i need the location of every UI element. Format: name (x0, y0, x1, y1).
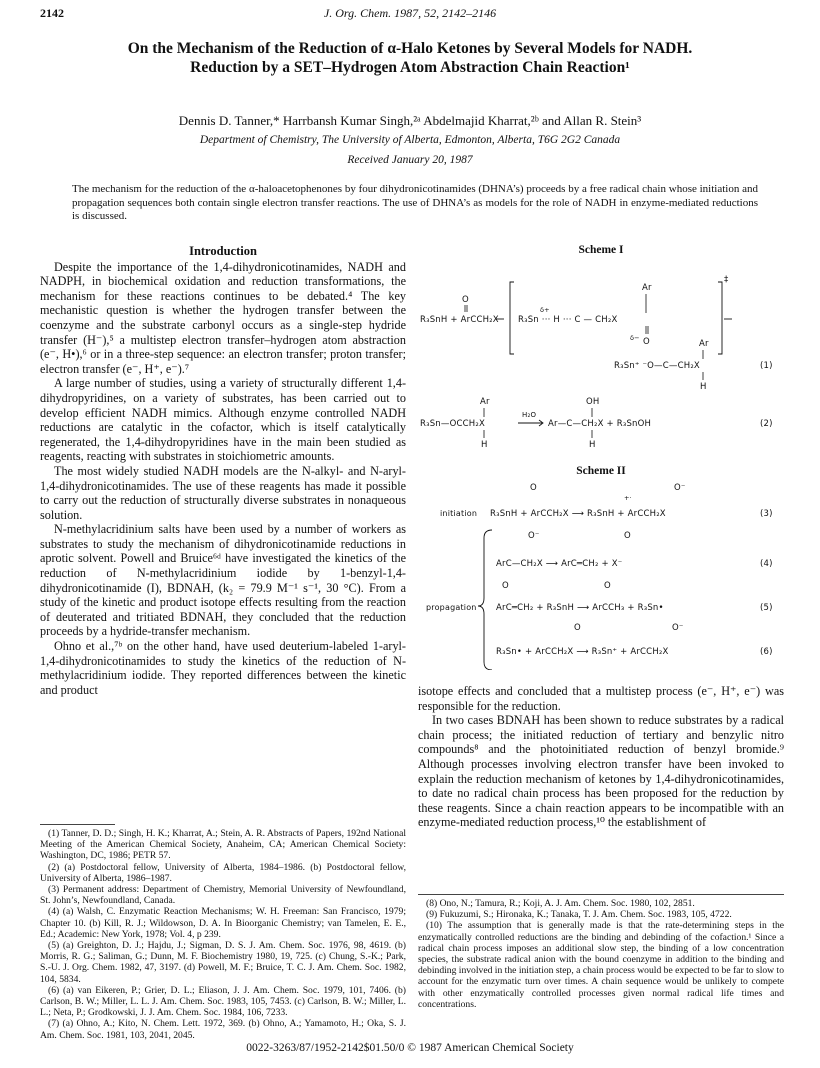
eq-number: (4) (760, 559, 773, 569)
s1-h2o: H₂O (522, 411, 537, 419)
footnotes-right (418, 898, 784, 1010)
s1-reactants: R₃SnH + ArCCH₂X (420, 315, 499, 325)
s2-p3-o: O (574, 623, 581, 633)
s2-o-minus: O⁻ (674, 483, 686, 493)
footnote: (1) Tanner, D. D.; Singh, H. K.; Kharrat, A.; Stein, A. R. Abstracts of Papers, 192nd National Meeting of the American Chemical Society, Anaheim, CA; American Chemical Society: Washington, DC, 1986; PETR 57. (40, 828, 406, 862)
s2-p1-o-minus: O⁻ (528, 531, 540, 541)
s2-p2-o: O (502, 581, 509, 591)
s1-ts-o: O (643, 337, 650, 347)
section-heading: Introduction (189, 244, 257, 258)
initiation-equation: R₃SnH + ArCCH₂X ⟶ R₃SnH + ArCCH₂X (490, 509, 666, 519)
intro-section (40, 244, 406, 697)
s1-o-label: O (462, 295, 469, 305)
s1-transition-state: R₃Sn ··· H ··· C — CH₂X (518, 315, 618, 325)
s1-l3-h: H (481, 440, 488, 450)
authors: Dennis D. Tanner,* Harrbansh Kumar Singh,²ᵃ Abdelmajid Kharrat,²ᵇ and Allan R. Stein³ (178, 113, 642, 128)
footnote: (9) Fukuzumi, S.; Hironaka, K.; Tanaka, T. J. Am. Chem. Soc. 1983, 105, 4722. (426, 909, 732, 921)
footnote: (4) (a) Walsh, C. Enzymatic Reaction Mechanisms; W. H. Freeman: San Francisco, 1979; Chapter 10. (b) Kill, R. J.; Wildowson, D. A. In Bioorganic Chemistry; van Tamelen, E. E., Ed.; Academic: New York, 1978; Vol. 4, p 239. (40, 906, 406, 940)
s1-ts-ar: Ar (642, 283, 652, 293)
right-column-text (418, 684, 784, 830)
footnote: (10) The assumption that is generally made is that the rate-determining steps in the enzymatically controlled reductions are the binding and debinding of the cofaction.¹ Since a radical chain process imposes an additional slow step, the binding of a low concentration species, the substrate radical anion with the bound coenzyme in addition to the binding and debinding involved in the initiation step, a chain process would be expected to be far to slow to account for the enzymatic turn over times. A chain sequence would be unlikely to compete with other enzymatically controlled processes given normal radical life times and concentrations. (418, 920, 784, 1010)
s1-l2-h: H (700, 382, 707, 392)
abstract: The mechanism for the reduction of the α-haloacetophenones by four dihydronicotinamides (DHNA’s) proceeds by a free radical chain whose initiation and propagation sequences both contain single electron transfer reactions. The use of DHNA’s as models for the role of NADH in enzyme-mediated reductions is discussed. (72, 183, 758, 222)
footnotes-left (40, 828, 406, 1041)
initiation-label: initiation (440, 509, 478, 518)
s1-l3-oh: OH (586, 397, 600, 407)
eq-number: (5) (760, 603, 773, 613)
s2-plus-dot: +· (624, 494, 632, 502)
eq-number: (6) (760, 647, 773, 657)
scheme-1-diagram (418, 258, 784, 458)
footnote: (7) (a) Ohno, A.; Kito, N. Chem. Lett. 1972, 369. (b) Ohno, A.; Yamamoto, H.; Oka, S. J. Am. Chem. Soc. 1981, 103, 2041, 2045. (40, 1018, 406, 1041)
propagation-step-1: ArC—CH₂X ⟶ ArC═CH₂ + X⁻ (496, 559, 623, 569)
footnote-rule (40, 824, 115, 825)
running-header: J. Org. Chem. 1987, 52, 2142–2146 (323, 6, 497, 20)
s2-p3-o-minus: O⁻ (672, 623, 684, 633)
footnote-rule (418, 894, 784, 895)
s1-l3-ar: Ar (480, 397, 490, 407)
s1-products: Ar—C—CH₂X + R₃SnOH (548, 419, 652, 429)
s1-l2-ar: Ar (699, 339, 709, 349)
s1-l3-h2: H (589, 440, 596, 450)
s2-p2-o2: O (604, 581, 611, 591)
footnote: (3) Permanent address: Department of Chemistry, Memorial University of Newfoundland, St. John’s, Newfoundland, Canada. (40, 884, 406, 907)
scheme-2-title: Scheme II (576, 465, 626, 477)
footnote: (2) (a) Postdoctoral fellow, University of Alberta, 1984–1986. (b) Postdoctoral fellow, University of Alberta, 1986–1987. (40, 861, 406, 884)
paragraph: Ohno et al.,⁷ᵇ on the other hand, have used deuterium-labeled 1-aryl-1,4-dihydronicotinamides to study the kinetics of the reduction of N-methylacridinium iodide. They reported differences between the kinetic and product (40, 639, 406, 697)
propagation-step-2: ArC═CH₂ + R₃SnH ⟶ ArCCH₃ + R₃Sn• (496, 603, 664, 613)
propagation-step-3: R₃Sn• + ArCCH₂X ⟶ R₃Sn⁺ + ArCCH₂X (496, 647, 669, 657)
affiliation: Department of Chemistry, The University of Alberta, Edmonton, Alberta, T6G 2G2 Canada (199, 134, 621, 146)
footnote: (8) Ono, N.; Tamura, R.; Koji, A. J. Am. Chem. Soc. 1980, 102, 2851. (426, 898, 695, 909)
scheme-1-title: Scheme I (578, 244, 624, 256)
scheme-2-diagram (418, 480, 784, 670)
propagation-label: propagation (426, 603, 477, 612)
received-date: Received January 20, 1987 (347, 154, 473, 166)
page-number: 2142 (40, 6, 64, 20)
s1-tin-ether: R₃Sn—OCCH₂X (420, 419, 485, 429)
footnote: (5) (a) Greighton, D. J.; Hajdu, J.; Sigman, D. S. J. Am. Chem. Soc. 1976, 98, 4619. (b) Morris, R. G.; Saliman, G.; Dunn, M. F. Biochemistry 1980, 19, 725. (c) Chung, S.-K.; Park, S.-U. J. Org. Chem. 1982, 47, 3197. (d) Powell, M. F.; Bruice, T. C. J. Am. Chem. Soc. 1982, 104, 5834. (40, 940, 406, 985)
article-title: On the Mechanism of the Reduction of α-Halo Ketones by Several Models for NADH. Reduction by a SET–Hydrogen Atom Abstraction Chain Reaction¹ (127, 40, 693, 76)
paragraph: In two cases BDNAH has been shown to reduce substrates by a radical chain process; the initiated reduction of tertiary and benzylic nitro compounds⁸ and the photoinitiated reduction of benzyl bromide.⁹ Although processes involving electron transfer have been invoked to explain the reduction mechanism of ketones by 1,4-dihydronicotinamides, to date no radical chain process has been proposed for the reduction by these reagents. Since a chain reaction appears to be incompatible with an enzyme-mediated reduction process,¹⁰ the establishment of (418, 713, 784, 830)
paragraph: N-methylacridinium salts have been used by a number of workers as substrates to study the mechanism of dihydronicotinamide reductions in aprotic solvent. Powell and Bruice⁶ᵈ have investigated the kinetics of the reduction of N-methylacridinium iodide by 1-benzyl-1,4-dihydronicotinamide (I), BDNAH, (k₂ = 79.9 M⁻¹ s⁻¹, 30 °C). From a study of the kinetic and product isotope effects resulting from the reaction of deuterated and tritiated BDNAH, they concluded that the reduction proceeds by a hydride-transfer mechanism. (40, 522, 406, 639)
paragraph: Despite the importance of the 1,4-dihydronicotinamides, NADH and NADPH, in biochemical oxidation and reduction transformations, the mechanism for these reactions continues to be debated.⁴ The key mechanistic question is whether the hydrogen transfer between the coenzyme and the substrate carbonyl occurs as a single-step hydride transfer (H⁻),⁵ a multistep electron transfer–hydrogen atom abstraction (e⁻, H•),⁶ or in a three-step sequence: an electron transfer; proton transfer; electron transfer (e⁻, H⁺, e⁻).⁷ (40, 259, 406, 376)
s1-dagger: ‡ (724, 275, 729, 285)
s1-delta-plus: δ+ (540, 306, 550, 314)
page-footer: 0022-3263/87/1952-2142$01.50/0 © 1987 American Chemical Society (246, 1042, 574, 1054)
eq-number: (1) (760, 361, 773, 371)
paragraph: A large number of studies, using a variety of structurally different 1,4-dihydropyridines, on a variety of substrates, has been carried out to develop efficient NADH mimics. Although enzyme controlled NADH reductions are catalytic in the cofactor, which is itself catalytically regenerated, the 1,4-dihydropyridines have in the main been studied as reagents, reacting with substrates in stoichiometric amounts. (40, 376, 406, 464)
s2-o: O (530, 483, 537, 493)
paragraph: The most widely studied NADH models are the N-alkyl- and N-aryl-1,4-dihydronicotinamides. The use of these reagents has made it possible to carry out the reduction of structurally diverse substrates in nonaqueous solution. (40, 463, 406, 522)
s2-p1-o: O (624, 531, 631, 541)
eq-number: (3) (760, 509, 773, 519)
s1-delta-minus: δ− (630, 334, 640, 342)
eq-number: (2) (760, 419, 773, 429)
paragraph: isotope effects and concluded that a multistep process (e⁻, H⁺, e⁻) was responsible for the reduction. (418, 684, 784, 713)
s1-intermediate: R₃Sn⁺ ⁻O—C—CH₂X (614, 361, 700, 371)
footnote: (6) (a) van Eikeren, P.; Grier, D. L.; Eliason, J. J. Am. Chem. Soc. 1979, 101, 7406. (b) Carlson, B. W.; Miller, L. L. J. Am. Chem. Soc. 1983, 105, 7453. (c) Carlson, B. W.; Miller, L. L.; Neta, P.; Grodkowski, J. J. Am. Chem. Soc. 1984, 106, 7233. (40, 984, 406, 1019)
